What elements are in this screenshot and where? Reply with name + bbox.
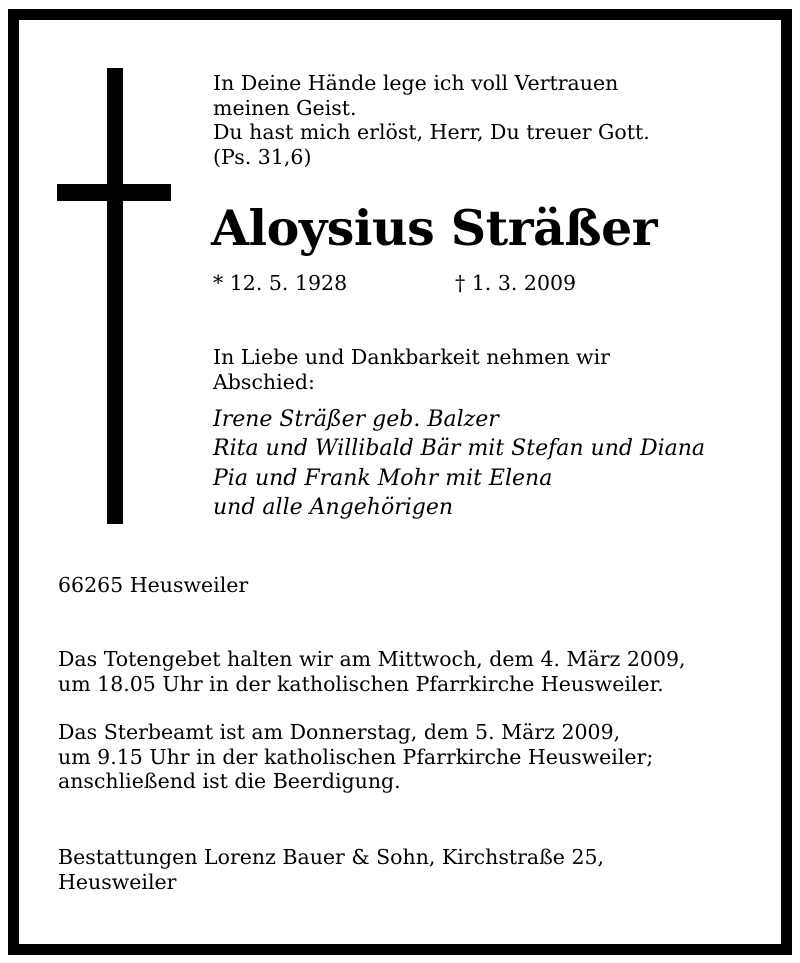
deceased-name: Aloysius Sträßer — [211, 199, 658, 257]
prayer-notice — [58, 647, 686, 696]
death-date: † 1. 3. 2009 — [455, 271, 577, 295]
place: 66265 Heusweiler — [58, 573, 249, 597]
mass-notice — [58, 720, 653, 794]
cross-vertical-bar — [107, 68, 123, 524]
undertaker-line: Heusweiler — [58, 869, 177, 894]
undertaker-line: Bestattungen Lorenz Bauer & Sohn, Kirchstraße 25, — [58, 845, 605, 869]
mass-line: um 9.15 Uhr in der katholischen Pfarrkirche Heusweiler; — [58, 744, 654, 769]
undertaker — [58, 845, 604, 894]
verse-line: In Deine Hände lege ich voll Vertrauen — [213, 71, 619, 95]
mourner: Rita und Willibald Bär mit Stefan und Diana — [213, 436, 706, 462]
verse-line: meinen Geist. — [213, 95, 357, 120]
mourner: und alle Angehörigen — [213, 494, 454, 520]
verse-line: (Ps. 31,6) — [213, 144, 312, 169]
cross-horizontal-bar — [57, 184, 171, 201]
mourners-list — [213, 405, 705, 522]
birth-date: * 12. 5. 1928 — [213, 271, 348, 295]
farewell-line: Abschied: — [213, 369, 315, 394]
mass-line: anschließend ist die Beerdigung. — [58, 769, 401, 793]
prayer-line: Das Totengebet halten wir am Mittwoch, dem 4. März 2009, — [58, 647, 686, 671]
mass-line: Das Sterbeamt ist am Donnerstag, dem 5. März 2009, — [58, 720, 621, 744]
bible-verse — [213, 71, 650, 169]
prayer-line: um 18.05 Uhr in der katholischen Pfarrkirche Heusweiler. — [58, 671, 664, 696]
verse-line: Du hast mich erlöst, Herr, Du treuer Gott. — [213, 120, 650, 144]
mourner: Irene Sträßer geb. Balzer — [213, 407, 499, 432]
farewell-line: In Liebe und Dankbarkeit nehmen wir — [213, 345, 610, 369]
farewell-text — [213, 345, 610, 394]
mourner: Pia und Frank Mohr mit Elena — [213, 465, 553, 491]
